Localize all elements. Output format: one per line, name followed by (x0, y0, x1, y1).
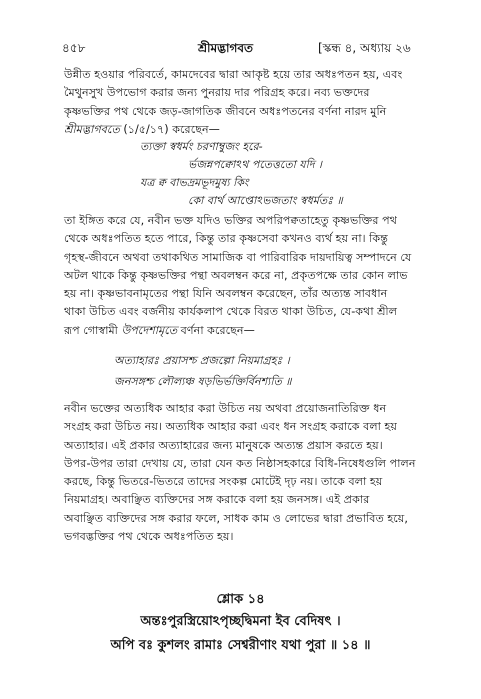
text-line: নিয়মাগ্রহ। অবাঞ্ছিত ব্যক্তিদের সঙ্গ করাকে বলা হয় জনসঙ্গ। এই প্রকার (64, 493, 370, 507)
text-line: অবাঞ্ছিত ব্যক্তিদের সঙ্গ করার ফলে, সাধক কাম ও লোভের দ্বারা প্রভাবিত হয়ে, (64, 511, 408, 525)
text-line: অটল থাকে কিন্তু কৃষ্ণভক্তির পন্থা অবলম্বন করে না, প্রকৃতপক্ষে তার কোন লাভ (64, 268, 408, 282)
chapter-reference: [স্কন্ধ ৪, অধ্যায় ২৬ (318, 41, 411, 55)
verse-line: ত্যক্তা স্বধর্মং চরণাম্বুজং হরে- (140, 140, 263, 153)
text-line: তা ইঙ্গিত করে যে, নবীন ভক্ত যদিও ভক্তির অপরিপক্বতাহেতু কৃষ্ণভক্তির পথ (64, 214, 397, 227)
text-fragment: বর্ণনা করেছেন— (180, 323, 255, 337)
paragraph-intro (64, 66, 445, 139)
text-line: গৃহস্থ-জীবনে অথবা তথাকথিত সামাজিক বা পারিবারিক দায়দায়িত্ব সম্পাদনে যে (64, 250, 412, 264)
page-number: ৪৫৮ (62, 41, 86, 55)
source-title: উপদেশামৃতে (121, 323, 178, 337)
verse-line: অত্যাহারঃ প্রয়াসশ্চ প্রজল্পো নিয়মাগ্রহঃ । (114, 354, 290, 367)
paragraph-explanation (64, 400, 445, 546)
text-line (64, 121, 445, 139)
text-line: উন্নীত হওয়ার পরিবর্তে, কামদেবের দ্বারা আকৃষ্ট হয়ে তার অধঃপতন হয়, এবং (64, 68, 403, 81)
sloka-line: অন্তঃপুরস্ত্রিয়োঽপৃচ্ছদ্বিমনা ইব বেদিষৎ । (140, 614, 341, 629)
book-title: শ্রীমদ্ভাগবত (198, 41, 254, 55)
text-line: কৃষ্ণভক্তির পথ থেকে জড়-জাগতিক জীবনে অধঃপতনের বর্ণনা নারদ মুনি (64, 104, 387, 118)
text-line: সংগ্রহ করা উচিত নয়। অত্যধিক আহার করা এবং ধন সংগ্রহ করাকে বলা হয় (64, 420, 397, 434)
paragraph-purport (64, 212, 445, 340)
text-line: অত্যাহার। এই প্রকার অত্যাহারের জন্য মানুষকে অত্যন্ত প্রয়াস করতে হয়। (64, 438, 383, 452)
text-line (64, 322, 445, 340)
text-line: মৈথুনসুখ উপভোগ করার জন্য পুনরায় দার পরিগ্রহ করে। নব্য ভক্তদের (64, 86, 370, 100)
text-line: করছে, কিন্তু ভিতরে-ভিতরে তাদের সংকল্প মোটেই দৃঢ় নয়। তাকে বলা হয় (64, 475, 383, 489)
text-line: থেকে অধঃপতিত হতে পারে, কিন্তু তার কৃষ্ণসেবা কখনও ব্যর্থ হয় না। কিন্তু (64, 232, 388, 246)
author-name: রূপ গোস্বামী (64, 323, 118, 337)
text-line: থাকা উচিত এবং বর্জনীয় কার্যকলাপ থেকে বিরত থাকা উচিত, যে-কথা শ্রীল (64, 305, 398, 319)
source-title: শ্রীমদ্ভাগবতে (64, 122, 120, 136)
text-line: ভগবদ্ভক্তির পথ থেকে অধঃপতিত হয়। (64, 530, 234, 544)
verse-line: র্ভজন্নপক্বোঽথ পতেত্ততো যদি । (188, 158, 322, 171)
verse-line: যত্র ক্ব বাভদ্রমভূদমুষ্য কিং (140, 176, 249, 189)
sloka-heading: শ্লোক ১৪ (216, 592, 265, 607)
text-line: নবীন ভক্তের অত্যধিক আহার করা উচিত নয় অথবা প্রয়োজনাতিরিক্ত ধন (64, 402, 387, 415)
verse-line: কো বার্থ আপ্তোঽভজতাং স্বধর্মতঃ ॥ (188, 194, 343, 207)
text-line: হয় না। কৃষ্ণভাবনামৃতের পন্থা যিনি অবলম্বন করেছেন, তাঁর অত্যন্ত সাবধান (64, 287, 388, 301)
verse-reference: (১/৫/১৭) করেছেন— (123, 122, 220, 136)
sloka-line: অপি বঃ কুশলং রামাঃ সেশ্বরীণাং যথা পুরা ॥ ১৪ ॥ (110, 638, 371, 653)
text-line: উপর-উপর তারা দেখায় যে, তারা যেন কত নিষ্ঠাসহকারে বিধি-নিষেধগুলি পালন (64, 456, 416, 470)
verse-line: জনসঙ্গশ্চ লৌল্যঞ্চ ষড়ভির্ভক্তির্বিনশ্যতি ॥ (114, 375, 292, 388)
